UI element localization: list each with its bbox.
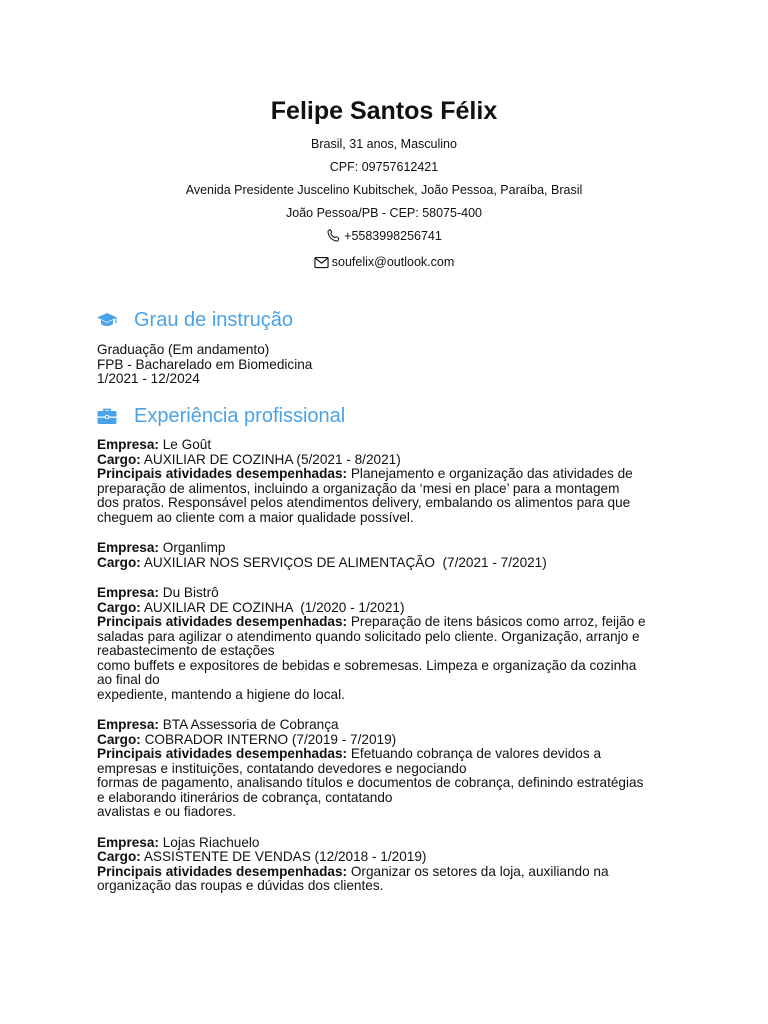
experience-title: Experiência profissional (134, 404, 346, 427)
activities-text: Efetuando cobrança de valores devidos a (350, 746, 602, 761)
activities-line: expediente, mantendo a higiene do local. (97, 686, 345, 702)
company-label: Empresa: (97, 834, 159, 850)
activities-label: Principais atividades desempenhadas: (97, 746, 348, 761)
company-label: Empresa: (97, 540, 159, 555)
company-name: BTA Assessoria de Cobrança (162, 717, 339, 732)
email-address: soufelix@outlook.com (331, 255, 455, 269)
activities-line: cheguem ao cliente com a maior qualidade possível. (97, 509, 414, 525)
role-text: AUXILIAR DE COZINHA (5/2021 - 8/2021) (143, 451, 401, 467)
role-text: ASSISTENTE DE VENDAS (12/2018 - 1/2019) (143, 849, 427, 864)
activities-text: Preparação de itens básicos como arroz, feijão e (350, 614, 646, 629)
personal-info: Brasil, 31 anos, Masculino (311, 137, 457, 151)
phone-number: +5583998256741 (344, 229, 442, 243)
experience-entry (97, 541, 677, 570)
activities-line: empresas e instituições, contatando devedores e negociando (97, 760, 467, 776)
envelope-icon (314, 254, 329, 277)
experience-entry (97, 718, 677, 820)
company-name: Lojas Riachuelo (162, 834, 260, 850)
city-line: João Pessoa/PB - CEP: 58075-400 (286, 206, 482, 220)
activities-line: ao final do (97, 672, 160, 687)
role-label: Cargo: (97, 731, 141, 747)
experience-section-title (96, 403, 345, 429)
experience-entry (97, 836, 677, 894)
company-label: Empresa: (97, 585, 159, 600)
phone-line (0, 225, 768, 251)
education-title: Grau de instrução (134, 308, 293, 331)
education-course: FPB - Bacharelado em Biomedicina (97, 356, 313, 372)
education-block (97, 343, 677, 387)
graduation-cap-icon (96, 312, 118, 328)
role-label: Cargo: (97, 554, 141, 570)
activities-line: formas de pagamento, analisando títulos e documentos de cobrança, definindo estratégias (97, 775, 644, 790)
activities-line: reabastecimento de estações (97, 643, 275, 658)
activities-label: Principais atividades desempenhadas: (97, 614, 348, 629)
experience-entry (97, 438, 677, 525)
education-degree: Graduação (Em andamento) (97, 342, 270, 357)
education-dates: 1/2021 - 12/2024 (97, 371, 200, 386)
briefcase-icon (96, 408, 118, 425)
activities-line: e elaborando itinerários de cobrança, contatando (97, 789, 393, 805)
activities-line: dos pratos. Responsável pelos atendimentos delivery, embalando os alimentos para que (97, 495, 631, 510)
role-text: AUXILIAR DE COZINHA (1/2020 - 1/2021) (143, 599, 405, 615)
activities-line: saladas para agilizar o atendimento quando solicitado pelo cliente. Organização, arranjo e (97, 628, 640, 644)
resume-header (0, 96, 768, 277)
activities-line: preparação de alimentos, incluindo a organização da ‘mesi en place’ para a montagem (97, 480, 620, 496)
company-name: Le Goût (162, 437, 212, 452)
role-label: Cargo: (97, 599, 141, 615)
activities-line: organização das roupas e dúvidas dos clientes. (97, 878, 384, 893)
company-name: Organlimp (162, 540, 226, 555)
activities-line: avalistas e ou fiadores. (97, 804, 237, 819)
experience-list (97, 438, 677, 910)
role-text: COBRADOR INTERNO (7/2019 - 7/2019) (144, 731, 397, 747)
activities-text: Organizar os setores da loja, auxiliando na (350, 863, 609, 879)
activities-text: Planejamento e organização das atividades de (350, 466, 633, 481)
candidate-name: Felipe Santos Félix (270, 97, 498, 125)
company-name: Du Bistrô (162, 585, 219, 600)
education-section-title (96, 307, 293, 333)
address-line: Avenida Presidente Juscelino Kubitschek, João Pessoa, Paraíba, Brasil (185, 183, 583, 197)
cpf-line: CPF: 09757612421 (329, 160, 439, 174)
role-label: Cargo: (97, 451, 141, 467)
role-label: Cargo: (97, 849, 141, 864)
company-label: Empresa: (97, 717, 159, 732)
phone-icon (326, 228, 341, 251)
company-label: Empresa: (97, 437, 159, 452)
activities-label: Principais atividades desempenhadas: (97, 863, 348, 879)
activities-line: como buffets e expositores de bebidas e sobremesas. Limpeza e organização da cozinha (97, 657, 637, 673)
role-text: AUXILIAR NOS SERVIÇOS DE ALIMENTAÇÃO (7/2021 - 7/2021) (143, 554, 547, 570)
experience-entry (97, 586, 677, 702)
email-line (0, 251, 768, 277)
activities-label: Principais atividades desempenhadas: (97, 466, 348, 481)
